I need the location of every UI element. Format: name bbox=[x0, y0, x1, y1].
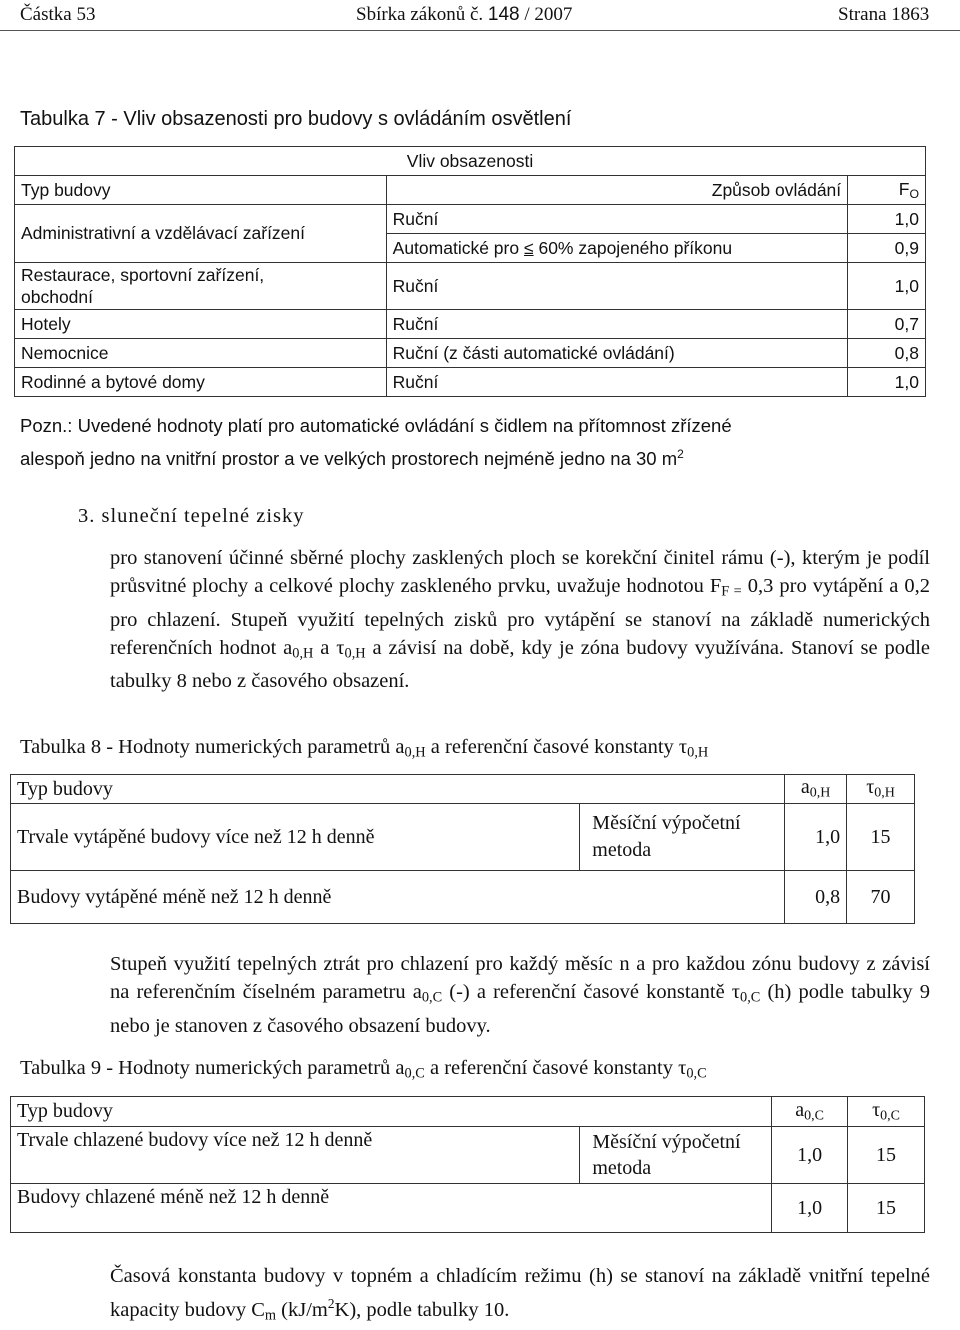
a-symbol: a bbox=[800, 776, 810, 799]
table7-cell-factor: 0,7 bbox=[848, 310, 926, 339]
a-symbol: a bbox=[795, 1098, 805, 1121]
caption-subscript: 0,H bbox=[687, 744, 709, 761]
para-text: 0,3 pro vytápění a 0,2 pro chlazení. Stupeň využití tepelných zisků pro vytápění se stanoví na základě numerických referenčních hodnot a bbox=[110, 575, 930, 659]
a-subscript: 0,H bbox=[809, 785, 831, 801]
table9-header-building: Typ budovy bbox=[11, 1097, 772, 1127]
table7-cell-control bbox=[386, 234, 848, 263]
para-superscript: 2 bbox=[327, 1296, 335, 1311]
note-line: Pozn.: Uvedené hodnoty platí pro automatické ovládání s čidlem na přítomnost zřízené bbox=[20, 415, 732, 436]
table7-cell-building: Rodinné a bytové domy bbox=[15, 368, 387, 397]
table-row bbox=[15, 310, 926, 339]
para-subscript: 0,H bbox=[292, 645, 314, 662]
caption-text: Tabulka 8 - Hodnoty numerických parametrů a bbox=[20, 736, 405, 758]
section3-heading: 3. sluneční tepelné zisky bbox=[78, 505, 305, 527]
control-text: Automatické pro bbox=[392, 237, 520, 258]
para-subscript: 0,C bbox=[740, 989, 761, 1006]
table-row bbox=[11, 804, 915, 871]
table7-cell-building: Nemocnice bbox=[15, 339, 387, 368]
para-subscript: 0,H bbox=[344, 645, 366, 662]
table7-cell-building: Administrativní a vzdělávací zařízení bbox=[15, 205, 387, 263]
tau-symbol: τ bbox=[872, 1098, 881, 1121]
table-row bbox=[15, 263, 926, 310]
table7-header-factor bbox=[848, 176, 926, 205]
para-text: Časová konstanta budovy v topném a chladícím režimu (h) se stanoví na základě vnitřní tepelné kapacity budovy C bbox=[110, 1265, 930, 1321]
para-text: K), podle tabulky 10. bbox=[334, 1298, 510, 1321]
table8-header-building: Typ budovy bbox=[11, 775, 785, 804]
table7-cell-building bbox=[15, 263, 387, 310]
para-text: (h) podle tabulky 9 nebo je stanoven z časového obsazení budovy. bbox=[110, 981, 930, 1037]
table-row bbox=[15, 147, 926, 176]
method-line: metoda bbox=[592, 1157, 652, 1179]
para-subscript: F = bbox=[721, 583, 742, 600]
table8-cell-tau: 70 bbox=[847, 871, 915, 924]
table8-cell-a: 1,0 bbox=[785, 804, 847, 871]
header-divider bbox=[0, 30, 960, 31]
table7-cell-building: Hotely bbox=[15, 310, 387, 339]
table8-caption bbox=[20, 736, 708, 762]
caption-text: a referenční časové konstanty τ bbox=[424, 1057, 687, 1079]
table8-cell-tau: 15 bbox=[847, 804, 915, 871]
table7-group-header-text: Vliv obsazenosti bbox=[406, 150, 534, 171]
header-page: Strana 1863 bbox=[838, 4, 930, 25]
header-part: Částka 53 bbox=[20, 4, 96, 25]
table7-cell-factor: 1,0 bbox=[848, 205, 926, 234]
table-row bbox=[11, 1127, 925, 1184]
table9-cell-building: Budovy chlazené méně než 12 h denně bbox=[11, 1184, 772, 1233]
table9-cell-building: Trvale chlazené budovy více než 12 h denně bbox=[11, 1127, 580, 1184]
final-paragraph bbox=[110, 1262, 930, 1330]
table7-factor-symbol: F bbox=[898, 178, 910, 199]
caption-subscript: 0,H bbox=[404, 744, 426, 761]
table9 bbox=[10, 1096, 925, 1233]
table9-cell-a: 1,0 bbox=[772, 1184, 848, 1233]
table8-header-tau bbox=[847, 775, 915, 804]
table8-cell-method bbox=[580, 804, 785, 871]
method-line: Měsíční výpočetní bbox=[592, 1131, 741, 1153]
caption-text: a referenční časové konstanty τ bbox=[425, 736, 688, 758]
table-row bbox=[11, 1184, 925, 1233]
section3-paragraph bbox=[110, 544, 930, 695]
table8-cell-a: 0,8 bbox=[785, 871, 847, 924]
header-law-number: 148 bbox=[487, 4, 520, 25]
table7-cell-control: Ruční bbox=[386, 310, 848, 339]
table7-cell-factor: 1,0 bbox=[848, 368, 926, 397]
table7-header-building: Typ budovy bbox=[15, 176, 387, 205]
control-text: 60% zapojeného příkonu bbox=[538, 237, 733, 258]
table8-header-a bbox=[785, 775, 847, 804]
table-row bbox=[15, 368, 926, 397]
table7-cell-control: Ruční bbox=[386, 205, 848, 234]
table8-cell-building: Trvale vytápěné budovy více než 12 h denně bbox=[11, 804, 580, 871]
table-row bbox=[15, 205, 926, 234]
table7-cell-factor: 0,8 bbox=[848, 339, 926, 368]
header-collection bbox=[356, 4, 572, 26]
table-row bbox=[15, 339, 926, 368]
table8-cell-building: Budovy vytápěné méně než 12 h denně bbox=[11, 871, 785, 924]
para-subscript: m bbox=[264, 1307, 277, 1324]
caption-subscript: 0,C bbox=[686, 1065, 707, 1082]
table7-cell-factor: 0,9 bbox=[848, 234, 926, 263]
table9-cell-tau: 15 bbox=[848, 1127, 925, 1184]
table7 bbox=[14, 146, 926, 397]
table7-cell-control: Ruční (z části automatické ovládání) bbox=[386, 339, 848, 368]
method-line: Měsíční výpočetní bbox=[592, 812, 741, 834]
para-text: Stupeň využití tepelných ztrát pro chlazení pro každý měsíc n a pro každou zónu budovy z závisí na referenčním číselném parametru a bbox=[110, 953, 930, 1003]
table9-cell-a: 1,0 bbox=[772, 1127, 848, 1184]
caption-subscript: 0,C bbox=[404, 1065, 425, 1082]
tau-symbol: τ bbox=[866, 776, 875, 799]
less-equal-symbol: ≤ bbox=[523, 237, 534, 258]
building-line: Restaurace, sportovní zařízení, bbox=[21, 265, 265, 285]
para-subscript: 0,C bbox=[421, 989, 443, 1006]
table9-header-tau bbox=[848, 1097, 925, 1127]
table-row bbox=[11, 1097, 925, 1127]
table7-factor-subscript: O bbox=[909, 187, 919, 202]
header-law-year: / 2007 bbox=[524, 4, 573, 25]
para-text: a závisí na době, kdy je zóna budovy využívána. Stanoví se podle tabulky 8 nebo z časového obsazení. bbox=[110, 636, 931, 693]
table-row bbox=[11, 775, 915, 804]
table8 bbox=[10, 774, 915, 924]
para-text: a τ bbox=[313, 636, 345, 659]
note-superscript: 2 bbox=[677, 447, 684, 461]
para-text: (-) a referenční časové konstantě τ bbox=[442, 981, 741, 1003]
para-text: pro stanovení účinné sběrné plochy zasklených ploch se korekční činitel rámu (-), kterým je podíl průsvitné plochy a celkové plochy zaskleného prvku, uvažuje hodnotou F bbox=[110, 547, 930, 597]
table7-note bbox=[20, 411, 732, 473]
table9-header-a bbox=[772, 1097, 848, 1127]
table7-cell-control: Ruční bbox=[386, 368, 848, 397]
table-row bbox=[15, 176, 926, 205]
table7-cell-control: Ruční bbox=[386, 263, 848, 310]
table9-cell-method bbox=[580, 1127, 772, 1184]
header-collection-prefix: Sbírka zákonů č. bbox=[356, 4, 484, 25]
table9-caption bbox=[20, 1057, 707, 1083]
table7-caption: Tabulka 7 - Vliv obsazenosti pro budovy s ovládáním osvětlení bbox=[20, 108, 572, 130]
table7-header-control: Způsob ovládání bbox=[386, 176, 848, 205]
a-subscript: 0,C bbox=[804, 1108, 825, 1124]
note-line: alespoň jedno na vnitřní prostor a ve velkých prostorech nejméně jedno na 30 m bbox=[20, 448, 678, 470]
method-line: metoda bbox=[592, 839, 652, 861]
caption-text: Tabulka 9 - Hodnoty numerických parametrů a bbox=[20, 1057, 405, 1079]
table-row bbox=[11, 871, 915, 924]
para-text: (kJ/m bbox=[276, 1298, 328, 1321]
cooling-paragraph bbox=[110, 950, 930, 1040]
tau-subscript: 0,C bbox=[880, 1108, 900, 1124]
building-line: obchodní bbox=[21, 287, 94, 307]
tau-subscript: 0,H bbox=[874, 785, 895, 801]
table9-cell-tau: 15 bbox=[848, 1184, 925, 1233]
table7-cell-factor: 1,0 bbox=[848, 263, 926, 310]
table7-group-header bbox=[15, 147, 926, 176]
